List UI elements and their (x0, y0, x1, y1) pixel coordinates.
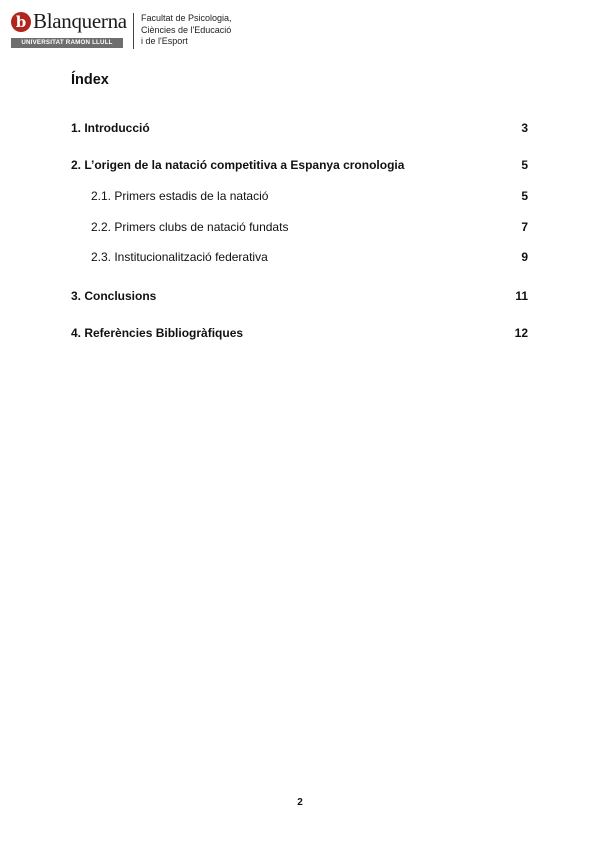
toc-entry-page: 12 (514, 326, 528, 340)
toc-entry-label: 3. Conclusions (71, 289, 157, 303)
toc-entry-page: 7 (521, 220, 528, 234)
toc-entry-primers-clubs[interactable] (91, 219, 528, 235)
toc-entry-page: 11 (515, 289, 528, 303)
page-number: 2 (297, 797, 303, 808)
faculty-name (141, 13, 232, 48)
toc-entry-label: 2.2. Primers clubs de natació fundats (91, 220, 289, 234)
toc-entry-label: 2.1. Primers estadis de la natació (91, 189, 269, 203)
toc-entry-institucionalitzacio[interactable] (91, 249, 528, 265)
toc-entry-page: 9 (521, 250, 528, 264)
logo-mark-icon: b (11, 12, 31, 32)
toc-entry-introduccio[interactable] (71, 120, 528, 136)
faculty-line: Facultat de Psicologia, (141, 13, 232, 23)
toc-entry-label: 1. Introducció (71, 121, 150, 135)
toc-entry-conclusions[interactable] (71, 288, 528, 304)
logo-wordmark: Blanquerna (33, 9, 127, 33)
toc-entry-page: 3 (521, 121, 528, 135)
faculty-line: i de l'Esport (141, 36, 188, 46)
toc-entry-label: 2.3. Institucionalització federativa (91, 250, 268, 264)
toc-entry-page: 5 (521, 189, 528, 203)
toc-entry-label: 2. L’origen de la natació competitiva a Espanya cronologia (71, 158, 405, 172)
document-header (11, 11, 261, 51)
logo-university-bar: UNIVERSITAT RAMON LLULL (11, 38, 123, 48)
faculty-line: Ciències de l'Educació (141, 24, 232, 35)
blanquerna-logo (11, 11, 126, 49)
toc-entry-origen[interactable] (71, 157, 528, 173)
toc-entry-page: 5 (521, 158, 528, 172)
toc-entry-label: 4. Referències Bibliogràfiques (71, 326, 244, 340)
toc-entry-referencies[interactable] (71, 325, 528, 341)
toc-entry-primers-estadis[interactable] (91, 188, 528, 204)
page-title: Índex (71, 72, 109, 88)
header-divider (133, 13, 134, 49)
